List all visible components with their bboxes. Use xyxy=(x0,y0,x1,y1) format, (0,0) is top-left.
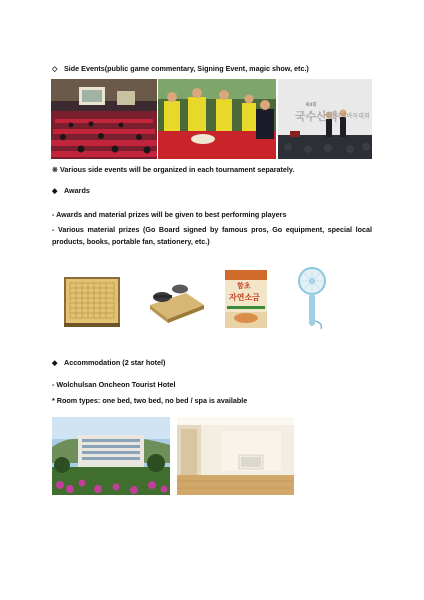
go-board-photo xyxy=(62,275,122,329)
banner-title: 국수산맥 xyxy=(295,110,338,123)
lecture-hall-photo xyxy=(51,79,157,159)
banner-subtitle: 국제바둑대회 xyxy=(335,113,370,120)
awards-line-2: - Various material prizes (Go Board signed by famous pros, Go equipment, special local products, books, portable fan, stationery, etc.) xyxy=(52,225,372,246)
room-types: * Room types: one bed, two bed, no bed / spa is available xyxy=(52,396,248,405)
hotel-room-photo xyxy=(177,417,294,495)
filled-diamond-icon: ◆ xyxy=(52,358,58,367)
signing-event-photo xyxy=(158,79,276,159)
salt-label-top: 함초 xyxy=(237,282,251,290)
portable-fan-photo xyxy=(291,265,333,331)
salt-label-main: 자연소금 xyxy=(229,293,260,302)
hollow-diamond-icon: ◇ xyxy=(52,64,58,73)
filled-diamond-icon: ◆ xyxy=(52,186,58,195)
accommodation-heading-text: Accommodation (2 star hotel) xyxy=(64,358,166,367)
hotel-name: - Wolchulsan Oncheon Tourist Hotel xyxy=(52,380,176,389)
go-equipment-photo xyxy=(142,275,210,329)
awards-heading xyxy=(52,186,90,195)
awards-line-1: - Awards and material prizes will be given to best performing players xyxy=(52,210,287,219)
side-events-heading xyxy=(52,64,309,73)
side-events-note: ※ Various side events will be organized in each tournament separately. xyxy=(52,165,295,174)
banner-prefix: 제4회 xyxy=(305,103,317,108)
magic-show-photo xyxy=(278,79,372,159)
side-events-heading-text: Side Events(public game commentary, Signing Event, magic show, etc.) xyxy=(64,64,309,73)
hotel-exterior-photo xyxy=(52,417,170,495)
accommodation-heading xyxy=(52,358,165,367)
salt-package-photo xyxy=(221,268,271,330)
awards-heading-text: Awards xyxy=(64,186,90,195)
